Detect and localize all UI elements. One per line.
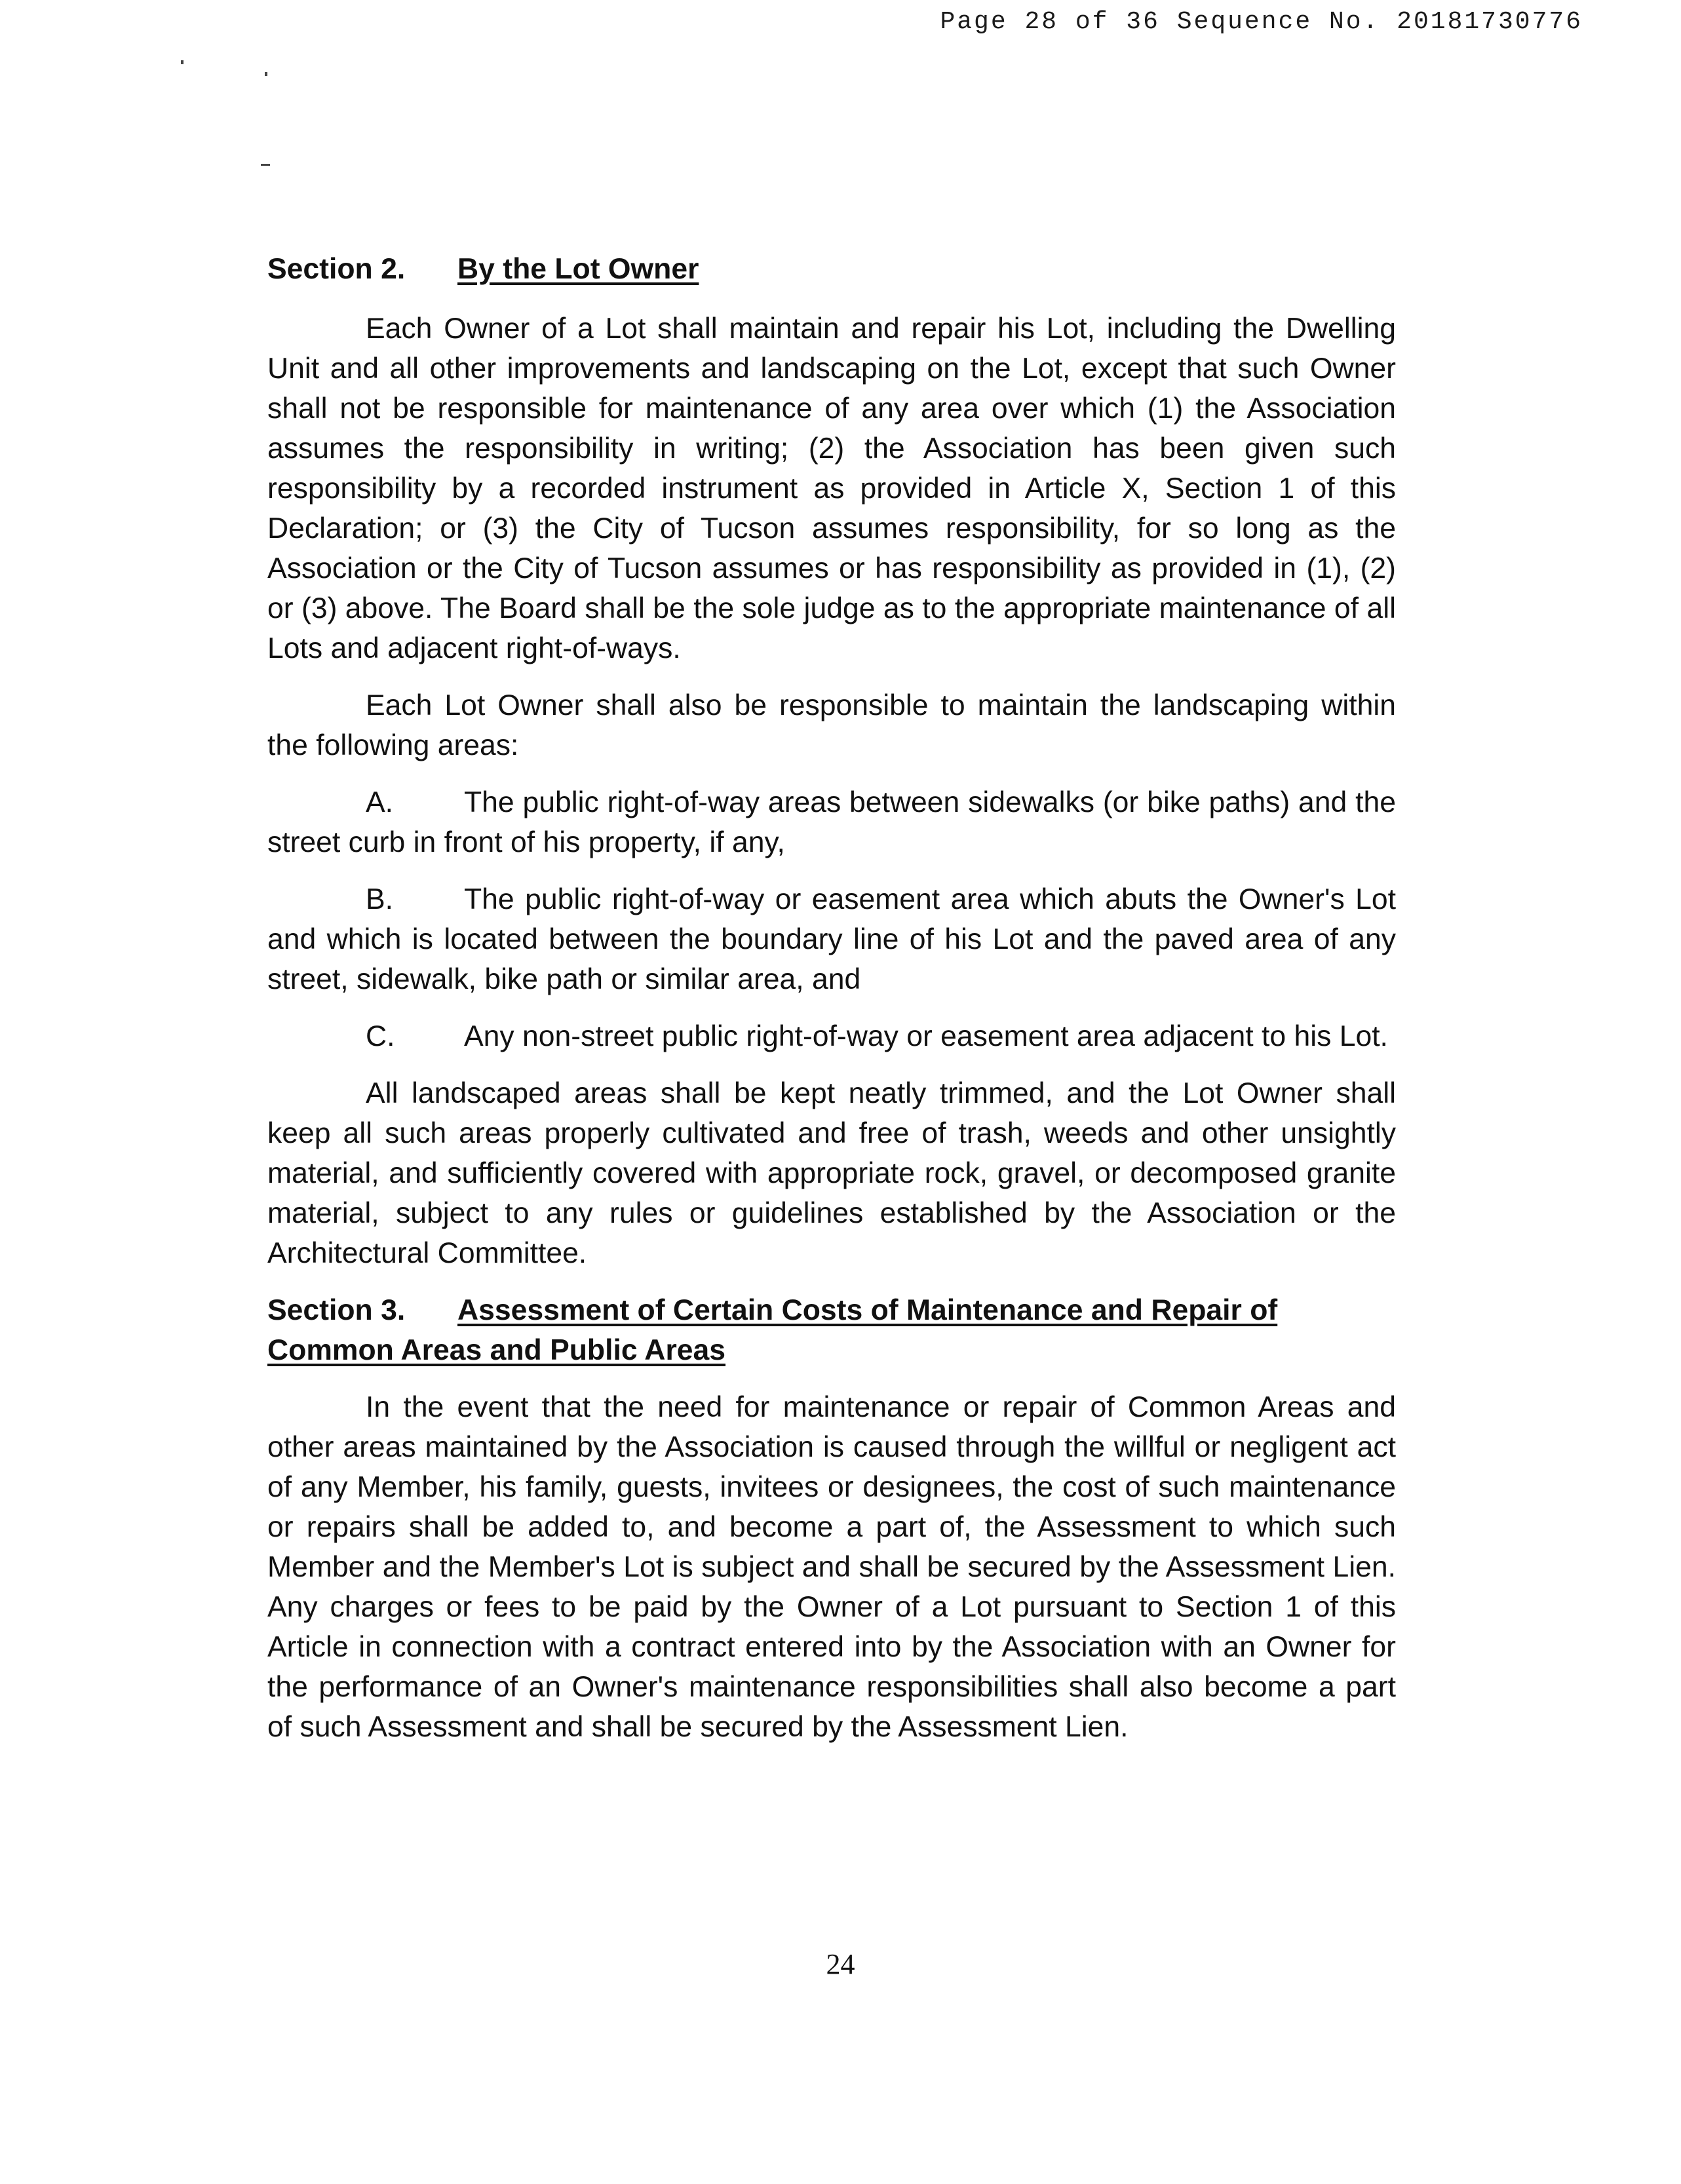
section-2-heading	[267, 249, 1396, 289]
list-item-text: The public right-of-way areas between sidewalks (or bike paths) and the street curb in front of his property, if any,	[267, 786, 1396, 858]
list-item-letter: A.	[366, 786, 394, 818]
section-2-title: By the Lot Owner	[457, 253, 699, 285]
scan-speck	[261, 164, 270, 166]
section-2-paragraph-2: Each Lot Owner shall also be responsible to maintain the landscaping within the following areas:	[267, 689, 1396, 761]
document-body	[267, 249, 1396, 1747]
section-3-number: Section 3.	[267, 1294, 406, 1326]
list-item-text: Any non-street public right-of-way or easement area adjacent to his Lot.	[464, 1020, 1388, 1052]
list-item-letter: B.	[366, 883, 394, 915]
scan-speck	[181, 60, 184, 64]
section-3-paragraph-1: In the event that the need for maintenance or repair of Common Areas and other areas maintained by the Association is caused through the willful or negligent act of any Member, his family, guests, invitees or designees, the cost of such maintenance or repairs shall be added to, and become a part of, the Assessment to which such Member and the Member's Lot is subject and shall be secured by the Assessment Lien. Any charges or fees to be paid by the Owner of a Lot pursuant to Section 1 of this Article in connection with a contract entered into by the Association with an Owner for the performance of an Owner's maintenance responsibilities shall also become a part of such Assessment and shall be secured by the Assessment Lien.	[267, 1391, 1396, 1743]
page-sequence-stamp: Page 28 of 36 Sequence No. 20181730776	[940, 8, 1583, 36]
list-item-text: The public right-of-way or easement area which abuts the Owner's Lot and which is located between the boundary line of his Lot and the paved area of any street, sidewalk, bike path or similar area, and	[267, 883, 1396, 995]
list-item-c	[267, 1016, 1396, 1056]
page-number: 24	[826, 1948, 855, 1980]
list-item-b	[267, 879, 1396, 999]
section-3-heading	[267, 1290, 1396, 1370]
section-2-number: Section 2.	[267, 253, 406, 285]
section-2-paragraph-1: Each Owner of a Lot shall maintain and repair his Lot, including the Dwelling Unit and all other improvements and landscaping on the Lot, except that such Owner shall not be responsible for maintenance of any area over which (1) the Association assumes the responsibility in writing; (2) the Association has been given such responsibility by a recorded instrument as provided in Article X, Section 1 of this Declaration; or (3) the City of Tucson assumes responsibility, for so long as the Association or the City of Tucson assumes or has responsibility as provided in (1), (2) or (3) above. The Board shall be the sole judge as to the appropriate maintenance of all Lots and adjacent right-of-ways.	[267, 313, 1396, 664]
list-item-a	[267, 782, 1396, 862]
section-2-paragraph-3: All landscaped areas shall be kept neatly trimmed, and the Lot Owner shall keep all such areas properly cultivated and free of trash, weeds and other unsightly material, and sufficiently covered with appropriate rock, gravel, or decomposed granite material, subject to any rules or guidelines established by the Association or the Architectural Committee.	[267, 1077, 1396, 1269]
section-3-title: Assessment of Certain Costs of Maintenance and Repair of Common Areas and Public Areas	[267, 1294, 1278, 1366]
list-item-letter: C.	[366, 1020, 395, 1052]
scan-speck	[265, 72, 267, 76]
